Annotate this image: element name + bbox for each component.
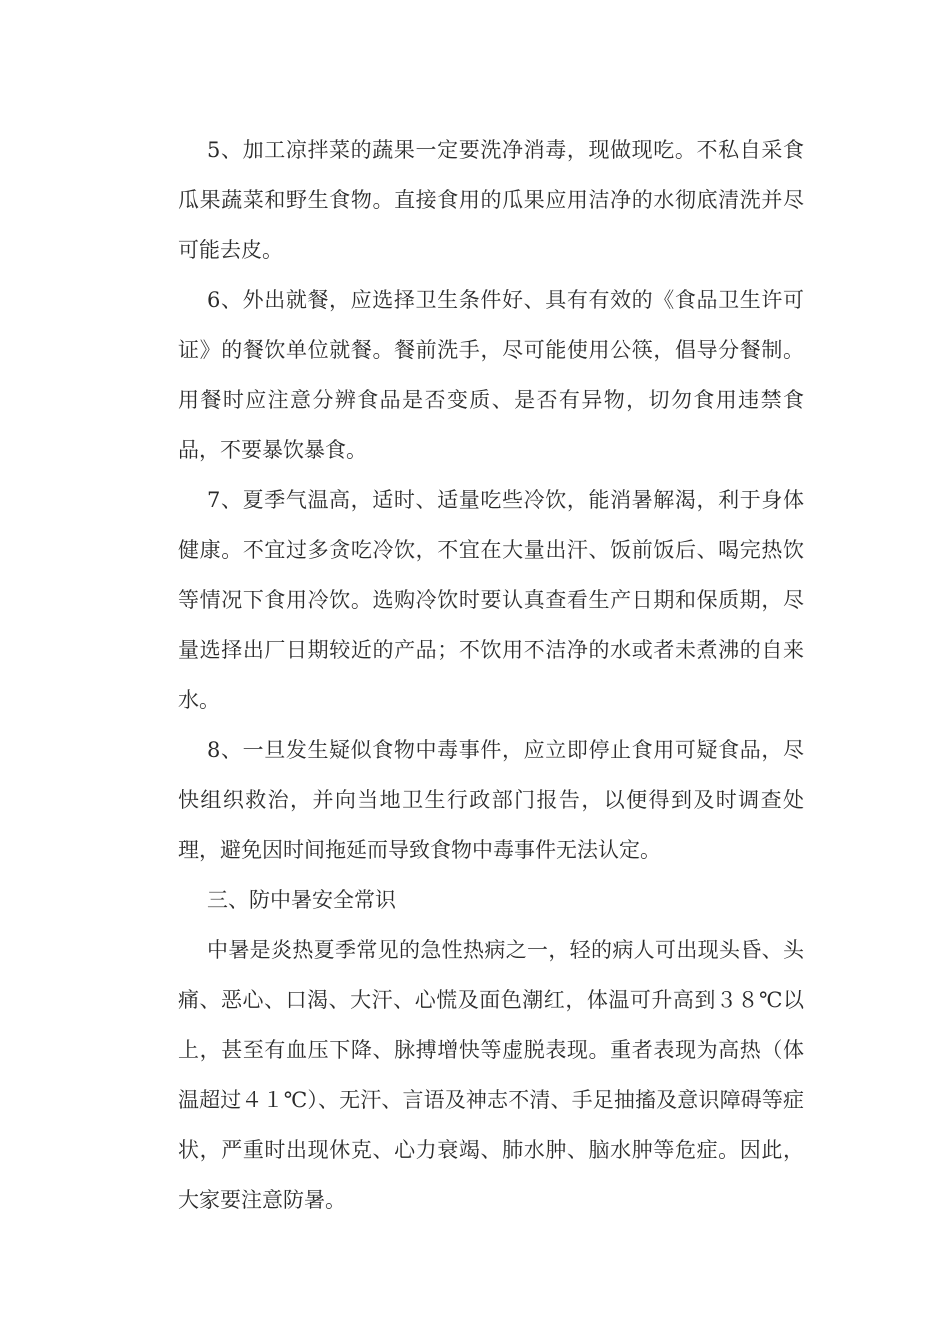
paragraph-item-7: 7、夏季气温高，适时、适量吃些冷饮，能消暑解渴，利于身体健康。不宜过多贪吃冷饮，不宜在大量出汗、饭前饭后、喝完热饮等情况下食用冷饮。选购冷饮时要认真查看生产日期和保质期，尽量选择出厂日期较近的产品；不饮用不洁净的水或者未煮沸的自来水。 [178, 488, 804, 712]
document-body [178, 125, 804, 1225]
section-paragraph: 中暑是炎热夏季常见的急性热病之一，轻的病人可出现头昏、头痛、恶心、口渴、大汗、心慌及面色潮红，体温可升高到３８℃以上，甚至有血压下降、脉搏增快等虚脱表现。重者表现为高热（体温超过４１℃）、无汗、言语及神志不清、手足抽搐及意识障碍等症状，严重时出现休克、心力衰竭、肺水肿、脑水肿等危症。因此，大家要注意防暑。 [178, 938, 804, 1212]
paragraph-item-6: 6、外出就餐，应选择卫生条件好、具有有效的《食品卫生许可证》的餐饮单位就餐。餐前洗手，尽可能使用公筷，倡导分餐制。用餐时应注意分辨食品是否变质、是否有异物，切勿食用违禁食品，不要暴饮暴食。 [178, 288, 804, 462]
paragraph-item-8: 8、一旦发生疑似食物中毒事件，应立即停止食用可疑食品，尽快组织救治，并向当地卫生行政部门报告，以便得到及时调查处理，避免因时间拖延而导致食物中毒事件无法认定。 [178, 738, 804, 862]
paragraph-item-5: 5、加工凉拌菜的蔬果一定要洗净消毒，现做现吃。不私自采食瓜果蔬菜和野生食物。直接食用的瓜果应用洁净的水彻底清洗并尽可能去皮。 [178, 138, 804, 262]
section-heading: 三、防中暑安全常识 [207, 888, 396, 912]
